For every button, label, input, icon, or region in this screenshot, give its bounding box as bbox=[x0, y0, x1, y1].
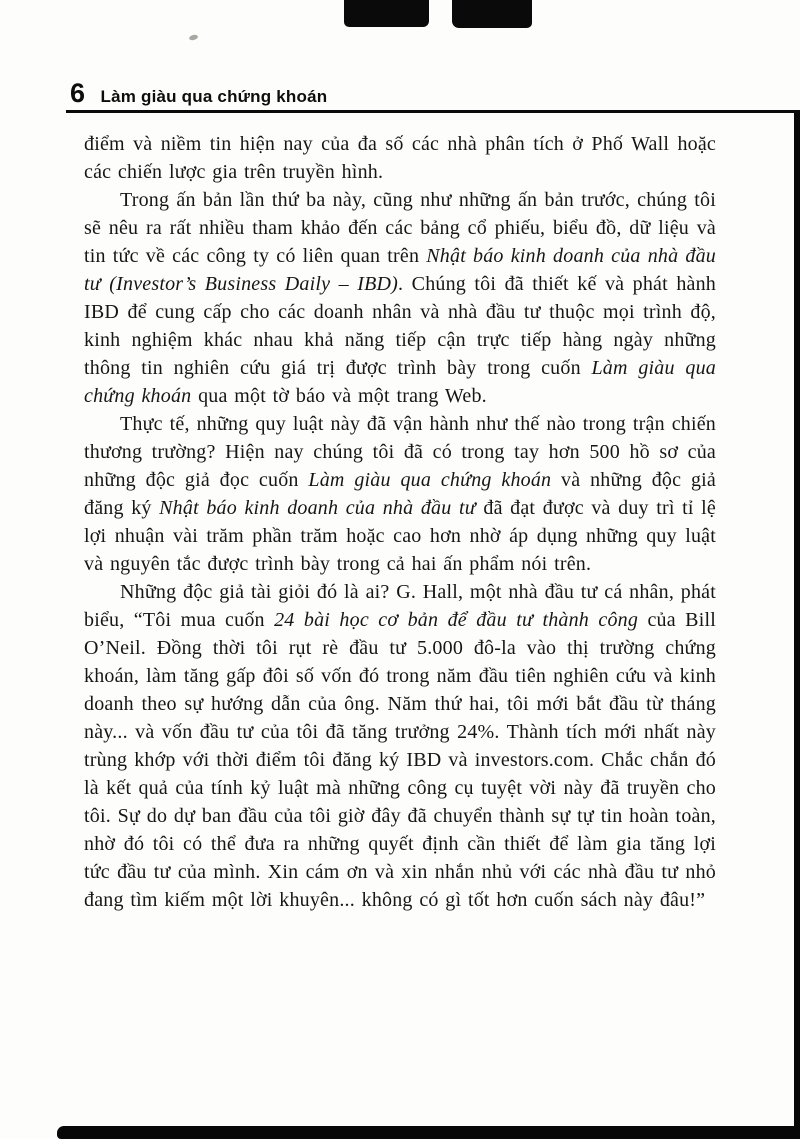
italic-text: Nhật báo kinh doanh của nhà đầu tư bbox=[159, 497, 476, 519]
body-text-segment: Những độc giả tài giỏi đó là ai? G. Hall, một nhà đầu tư cá nhân, phát biểu, “Tôi mua cuốn bbox=[84, 581, 716, 631]
scan-edge-right bbox=[794, 110, 800, 1133]
italic-text: Nhật báo kinh doanh của nhà đầu tư (Investor’s Business Daily – IBD) bbox=[84, 245, 716, 295]
body-text-segment: điểm và niềm tin hiện nay của đa số các nhà phân tích ở Phố Wall hoặc các chiến lược gia trên truyền hình. bbox=[84, 133, 716, 183]
page-header bbox=[70, 78, 327, 109]
paragraph bbox=[84, 410, 716, 578]
body-text-segment: và những độc giả đăng ký bbox=[84, 469, 716, 519]
running-title: Làm giàu qua chứng khoán bbox=[100, 87, 328, 106]
italic-text: Làm giàu qua chứng khoán bbox=[308, 469, 552, 491]
body-text bbox=[84, 130, 716, 914]
body-text-segment: . Chúng tôi đã thiết kế và phát hành IBD để cung cấp cho các doanh nhân và nhà đầu tư thuộc mọi trình độ, kinh nghiệm khác nhau khả năng tiếp cận trực tiếp hàng ngày những thông tin nghiên cứu giá trị được trình bày trong cuốn bbox=[84, 273, 716, 379]
body-text-segment: qua một tờ báo và một trang Web. bbox=[191, 385, 487, 407]
body-text-segment: của Bill O’Neil. Đồng thời tôi rụt rè đầu tư 5.000 đô-la vào thị trường chứng khoán, làm tăng gấp đôi số vốn đó trong năm đầu tiên nghiên cứu và kinh doanh theo sự hướng dẫn của ông. Năm thứ hai, tôi mới bắt đầu từ tháng này... và vốn đầu tư của tôi đã tăng trưởng 24%. Thành tích mới nhất này trùng khớp với thời điểm tôi đăng ký IBD và investors.com. Chắc chắn đó là kết quả của tính kỷ luật mà những công cụ tuyệt vời này đã truyền cho tôi. Sự do dự ban đầu của tôi giờ đây đã chuyển thành sự tự tin hoàn toàn, nhờ đó tôi có thể đưa ra những quyết định cần thiết để làm gia tăng lợi tức đầu tư của mình. Xin cám ơn và xin nhắn nhủ với các nhà đầu tư nhỏ đang tìm kiếm một lời khuyên... không có gì tốt hơn cuốn sách này đâu!” bbox=[84, 609, 716, 911]
scan-artifact-blob bbox=[452, 0, 532, 28]
body-text-segment: đã đạt được và duy trì tỉ lệ lợi nhuận vài trăm phần trăm hoặc cao hơn nhờ áp dụng những quy luật và nguyên tắc được trình bày trong cả hai ấn phẩm nói trên. bbox=[84, 497, 716, 575]
body-text-segment: Trong ấn bản lần thứ ba này, cũng như những ấn bản trước, chúng tôi sẽ nêu ra rất nhiều tham khảo đến các bảng cổ phiếu, biểu đồ, dữ liệu và tin tức về các công ty có liên quan trên bbox=[84, 189, 716, 267]
paragraph bbox=[84, 130, 716, 186]
page-number: 6 bbox=[70, 78, 86, 108]
scan-artifact-blob bbox=[344, 0, 429, 27]
italic-text: 24 bài học cơ bản để đầu tư thành công bbox=[274, 609, 639, 631]
paragraph bbox=[84, 578, 716, 914]
header-rule bbox=[66, 110, 800, 113]
scan-artifact-speck bbox=[189, 34, 199, 41]
paragraph bbox=[84, 186, 716, 410]
scan-edge-bottom bbox=[57, 1126, 800, 1139]
italic-text: Làm giàu qua chứng khoán bbox=[84, 357, 716, 407]
body-text-segment: Thực tế, những quy luật này đã vận hành như thế nào trong trận chiến thương trường? Hiện nay chúng tôi đã có trong tay hơn 500 hồ sơ của những độc giả đọc cuốn bbox=[84, 413, 716, 491]
